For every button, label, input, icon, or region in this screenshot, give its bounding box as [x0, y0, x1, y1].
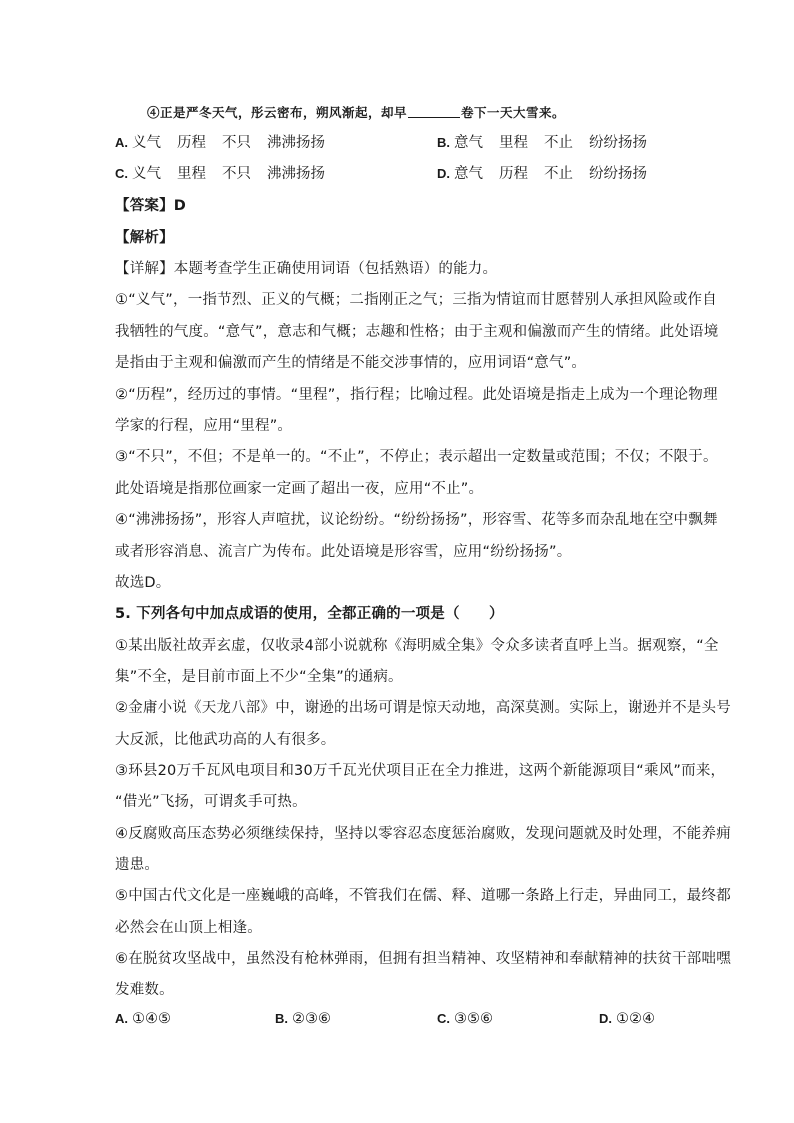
analysis-line: 我牺牲的气度。“意气”，意志和气概；志趣和性格；由于主观和偏激而产生的情绪。此处语境	[115, 324, 719, 340]
option-word: 纷纷扬扬	[589, 166, 647, 182]
option-b	[437, 133, 663, 153]
option-word: 不止	[544, 166, 573, 182]
conclusion-line: 故选D。	[115, 575, 171, 591]
q5-choice-b	[275, 1009, 331, 1029]
option-label: C.	[115, 166, 128, 181]
analysis-line: ④“沸沸扬扬”，形容人声喧扰，议论纷纷。“纷纷扬扬”，形容雪、花等多而杂乱地在空中飘舞	[115, 512, 718, 528]
analysis-line: ①“义气”，一指节烈、正义的气概；二指刚正之气；三指为情谊而甘愿替别人承担风险或作自	[115, 292, 717, 308]
q5-line: ②金庸小说《天龙八部》中，谢逊的出场可谓是惊天动地，高深莫测。实际上，谢逊并不是头号	[115, 700, 731, 716]
option-word: 沸沸扬扬	[267, 166, 325, 182]
choice-value: ①②④	[616, 1011, 655, 1027]
option-word: 意气	[454, 166, 483, 182]
q5-line: 发难数。	[115, 982, 174, 998]
sentence-4	[147, 103, 565, 123]
fill-blank	[408, 103, 460, 118]
analysis-title: 【解析】	[115, 230, 174, 246]
q5-line: 必然会在山顶上相逢。	[115, 920, 262, 936]
analysis-line: 学家的行程，应用“里程”。	[115, 418, 293, 434]
option-word: 不只	[222, 166, 251, 182]
analysis-line: 或者形容消息、流言广为传布。此处语境是形容雪，应用“纷纷扬扬”。	[115, 544, 572, 560]
answer-line: 【答案】D	[115, 198, 187, 214]
option-label: D.	[437, 166, 450, 181]
analysis-line: ②“历程”，经历过的事情。“里程”，指行程；比喻过程。此处语境是指走上成为一个理论物理	[115, 387, 718, 403]
choice-value: ②③⑥	[292, 1011, 331, 1027]
q5-line: ①某出版社故弄玄虚，仅收录4部小说就称《海明威全集》令众多读者直呼上当。据观察，“全	[115, 638, 719, 654]
q5-line: ⑥在脱贫攻坚战中，虽然没有枪林弹雨，但拥有担当精神、攻坚精神和奉献精神的扶贫干部咄嘿	[115, 951, 731, 967]
choice-value: ①④⑤	[132, 1011, 171, 1027]
q5-choice-a	[115, 1009, 171, 1029]
choice-label: B.	[275, 1011, 288, 1026]
analysis-line: 是指由于主观和偏激而产生的情绪是不能交涉事情的，应用词语“意气”。	[115, 355, 587, 371]
option-word: 义气	[132, 166, 161, 182]
choice-value: ③⑤⑥	[454, 1011, 493, 1027]
q5-choice-d	[599, 1009, 655, 1029]
option-d	[437, 164, 663, 184]
choice-label: A.	[115, 1011, 128, 1026]
q5-line: 遗患。	[115, 857, 160, 873]
option-label: B.	[437, 135, 450, 150]
sentence-4-suffix: 卷下一天大雪来。	[461, 105, 566, 120]
option-c	[115, 164, 341, 184]
q5-line: ③环县20万千瓦风电项目和30万千瓦光伏项目正在全力推进，这两个新能源项目“乘风”而来，	[115, 763, 726, 779]
option-a	[115, 133, 341, 153]
option-word: 不只	[222, 135, 251, 151]
q5-line: “借光”飞扬，可谓炙手可热。	[115, 794, 307, 810]
q5-choice-c	[437, 1009, 493, 1029]
option-word: 不止	[544, 135, 573, 151]
option-word: 纷纷扬扬	[589, 135, 647, 151]
analysis-line: 此处语境是指那位画家一定画了超出一夜，应用“不止”。	[115, 481, 484, 497]
choice-label: C.	[437, 1011, 450, 1026]
q5-line: ⑤中国古代文化是一座巍峨的高峰，不管我们在儒、释、道哪一条路上行走，异曲同工，最终都	[115, 888, 731, 904]
sentence-4-prefix: ④正是严冬天气，彤云密布，朔风渐起，却早	[147, 105, 408, 120]
q5-line: 大反派，比他武功高的人有很多。	[115, 732, 336, 748]
detail-line: 【详解】本题考查学生正确使用词语（包括熟语）的能力。	[115, 261, 498, 277]
option-word: 意气	[454, 135, 483, 151]
option-word: 历程	[499, 166, 528, 182]
question-5-title: 5. 下列各句中加点成语的使用，全都正确的一项是（ ）	[115, 606, 504, 622]
choice-label: D.	[599, 1011, 612, 1026]
option-label: A.	[115, 135, 128, 150]
option-word: 义气	[132, 135, 161, 151]
analysis-line: ③“不只”，不但；不是单一的。“不止”，不停止；表示超出一定数量或范围；不仅；不限于。	[115, 449, 718, 465]
option-word: 里程	[177, 166, 206, 182]
option-word: 历程	[177, 135, 206, 151]
q5-line: ④反腐败高压态势必须继续保持，坚持以零容忍态度惩治腐败，发现问题就及时处理，不能养痈	[115, 826, 731, 842]
option-word: 里程	[499, 135, 528, 151]
q5-line: 集”不全，是目前市面上不少“全集”的通病。	[115, 669, 403, 685]
option-word: 沸沸扬扬	[267, 135, 325, 151]
